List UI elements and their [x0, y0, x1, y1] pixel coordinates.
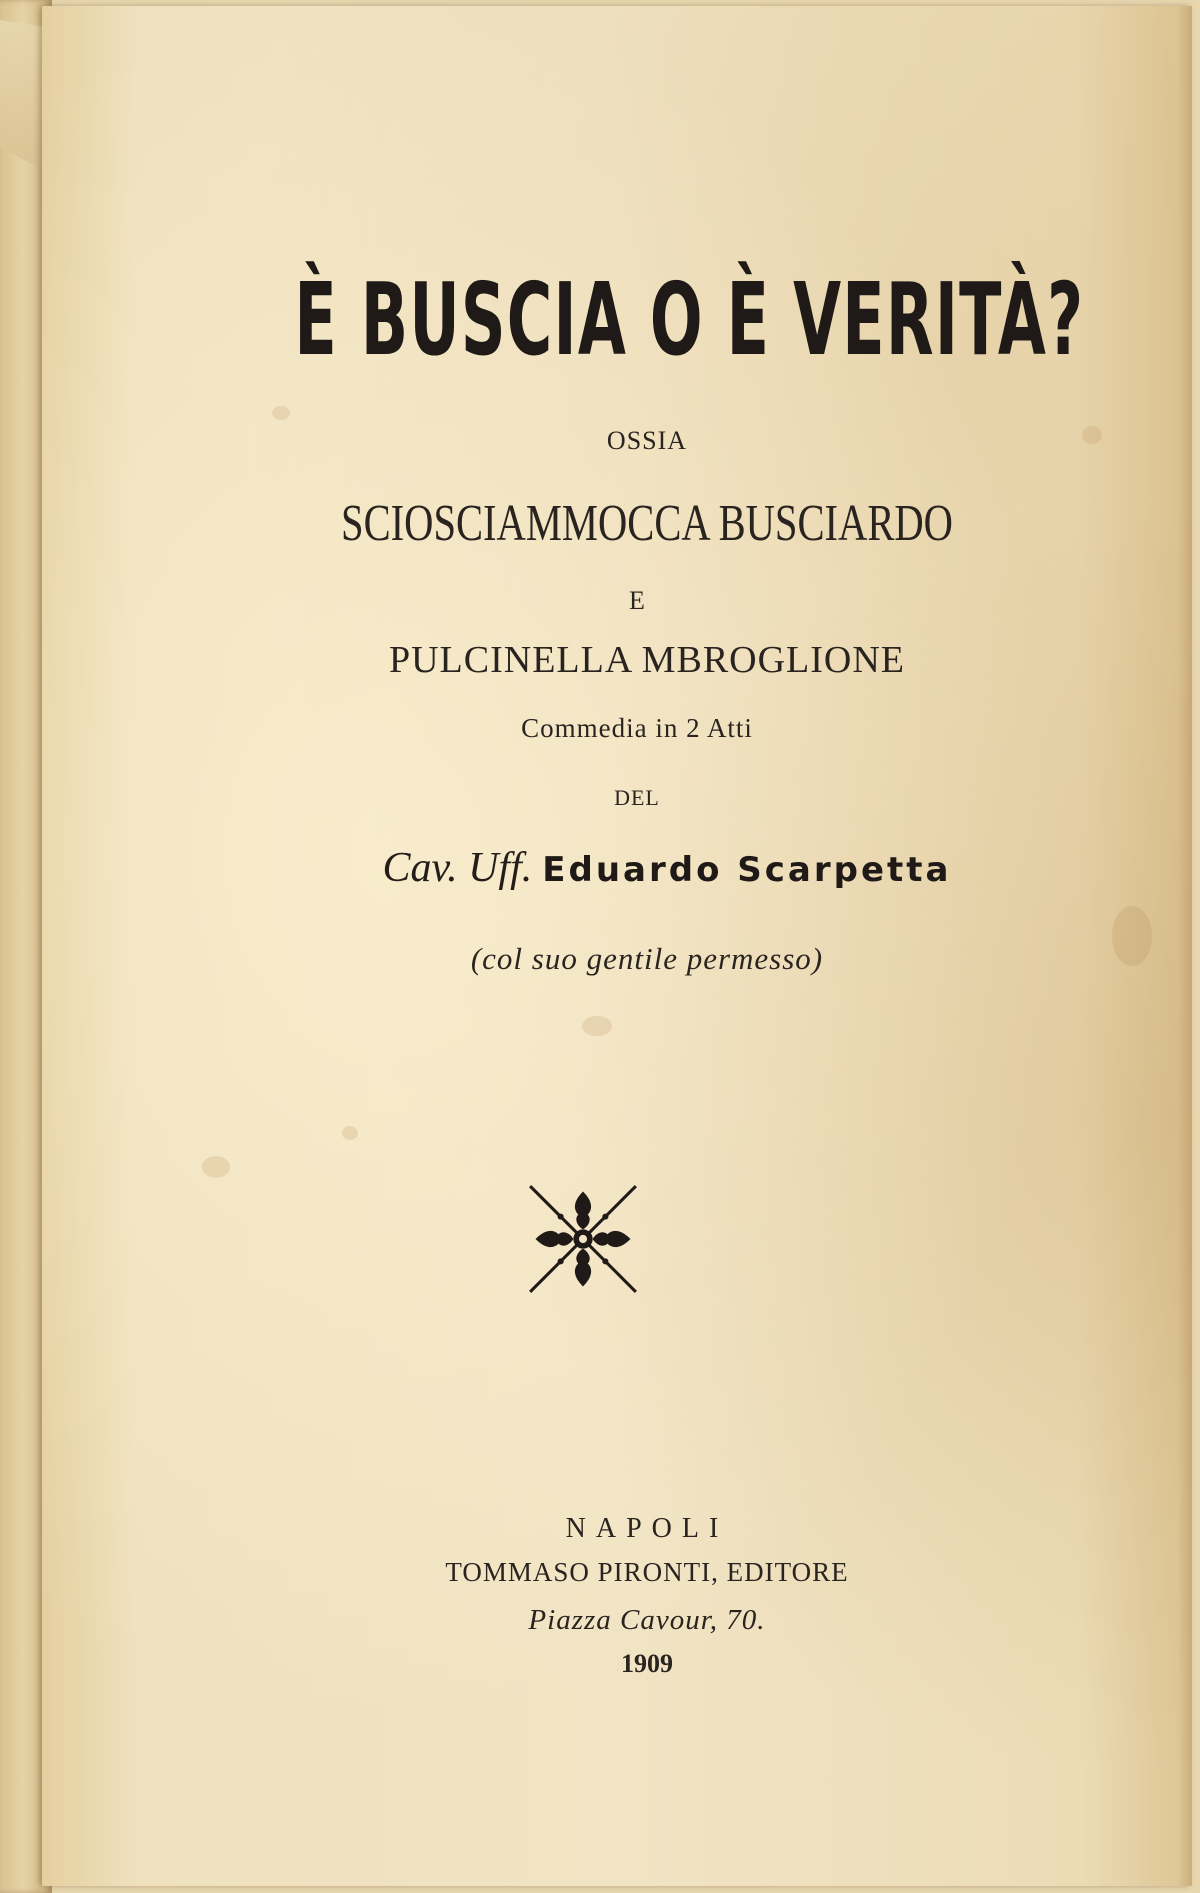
ossia-text: OSSIA: [606, 426, 688, 455]
book-title: È BUSCIA O È VERITÀ?: [294, 261, 1085, 378]
genre-text: Commedia in 2 Atti: [521, 713, 753, 743]
author-name: Eduardo Scarpetta: [542, 850, 952, 890]
author-line: [92, 844, 1200, 892]
foxing-spot: [202, 1156, 230, 1178]
publisher-address: Piazza Cavour, 70.: [528, 1604, 766, 1636]
conjunction-text: E: [629, 586, 645, 615]
city-name: NAPOLI: [565, 1513, 729, 1544]
foxing-spot: [582, 1016, 612, 1036]
del-text: DEL: [614, 785, 660, 810]
permission-note: (col suo gentile permesso): [470, 941, 824, 976]
floral-cross-ornament-icon: [522, 1178, 644, 1300]
publisher-name: TOMMASO PIRONTI, EDITORE: [445, 1557, 849, 1587]
author-prefix: Cav. Uff.: [382, 845, 533, 891]
subtitle-second: PULCINELLA MBROGLIONE: [388, 639, 906, 681]
title-page: [42, 6, 1192, 1886]
foxing-spot: [342, 1126, 358, 1140]
subtitle-first: SCIOSCIAMMOCCA BUSCIARDO: [341, 495, 953, 552]
foxing-spot: [272, 406, 290, 420]
publication-year: 1909: [621, 1649, 673, 1678]
